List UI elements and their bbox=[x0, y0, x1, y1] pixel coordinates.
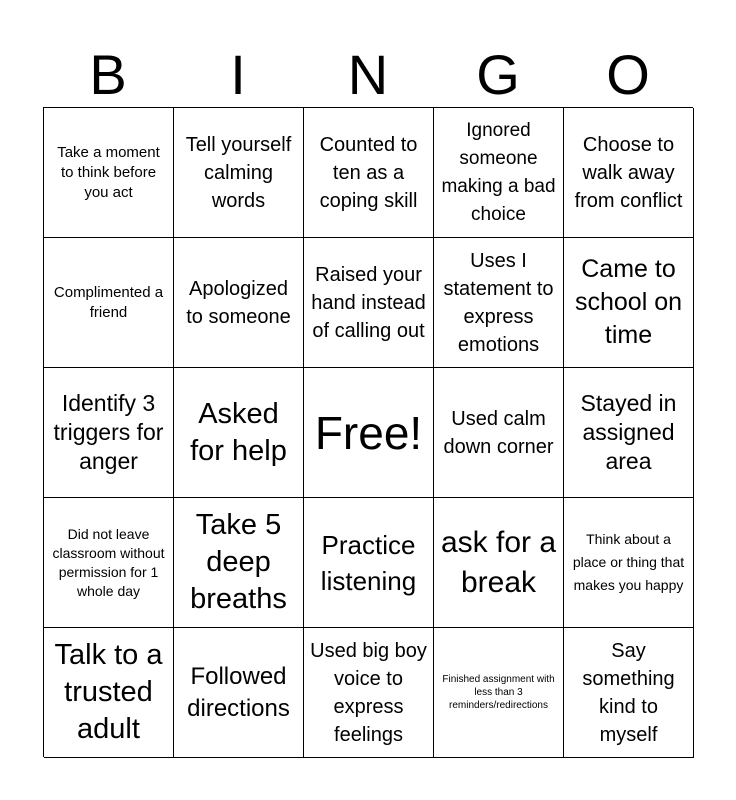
cell-text: Talk to a trusted adult bbox=[54, 639, 163, 745]
bingo-cell[interactable] bbox=[434, 628, 564, 758]
bingo-cell[interactable] bbox=[564, 368, 694, 498]
bingo-cell[interactable] bbox=[304, 498, 434, 628]
bingo-cell[interactable] bbox=[44, 238, 174, 368]
header-letter-g: G bbox=[476, 43, 520, 106]
bingo-cell[interactable] bbox=[564, 628, 694, 758]
free-space-text: Free! bbox=[314, 406, 423, 459]
cell-text: Uses I statement to express emotions bbox=[443, 249, 554, 356]
bingo-cell[interactable] bbox=[44, 108, 174, 238]
cell-text: Choose to walk away from conflict bbox=[574, 133, 683, 212]
cell-text: Used big boy voice to express feelings bbox=[310, 639, 427, 746]
cell-text: Think about a place or thing that makes you happy bbox=[572, 531, 685, 593]
cell-text: Counted to ten as a coping skill bbox=[319, 133, 418, 212]
bingo-cell[interactable] bbox=[564, 108, 694, 238]
cell-text: Take a moment to think before you act bbox=[57, 143, 160, 201]
bingo-cell[interactable] bbox=[434, 368, 564, 498]
header-letter-n: N bbox=[347, 43, 389, 106]
bingo-cell[interactable] bbox=[174, 498, 304, 628]
bingo-cell[interactable] bbox=[174, 238, 304, 368]
bingo-cell[interactable] bbox=[44, 628, 174, 758]
bingo-cell[interactable] bbox=[564, 238, 694, 368]
header-letter-o: O bbox=[606, 43, 650, 106]
bingo-cell[interactable] bbox=[174, 108, 304, 238]
cell-text: Practice listening bbox=[320, 529, 417, 596]
bingo-cell[interactable] bbox=[174, 628, 304, 758]
bingo-cell[interactable] bbox=[434, 498, 564, 628]
bingo-header bbox=[43, 44, 693, 106]
bingo-cell[interactable] bbox=[434, 108, 564, 238]
cell-text: Asked for help bbox=[190, 397, 287, 467]
bingo-cell[interactable] bbox=[304, 108, 434, 238]
bingo-cell[interactable] bbox=[174, 368, 304, 498]
cell-text: Came to school on time bbox=[574, 255, 683, 349]
bingo-cell[interactable] bbox=[564, 498, 694, 628]
cell-text: Finished assignment with less than 3 reminders/redirections bbox=[442, 674, 555, 711]
bingo-cell[interactable] bbox=[304, 238, 434, 368]
cell-text: Did not leave classroom without permission for 1 whole day bbox=[52, 525, 165, 599]
cell-text: Used calm down corner bbox=[443, 407, 554, 458]
cell-text: Say something kind to myself bbox=[582, 639, 675, 746]
cell-text: Complimented a friend bbox=[53, 283, 164, 321]
free-space-cell[interactable] bbox=[304, 368, 434, 498]
cell-text: Tell yourself calming words bbox=[185, 133, 292, 212]
cell-text: Stayed in assigned area bbox=[580, 390, 677, 474]
cell-text: ask for a break bbox=[440, 525, 557, 599]
cell-text: Apologized to someone bbox=[186, 277, 291, 328]
cell-text: Identify 3 triggers for anger bbox=[53, 390, 164, 474]
bingo-cell[interactable] bbox=[434, 238, 564, 368]
bingo-cell[interactable] bbox=[304, 628, 434, 758]
bingo-cell[interactable] bbox=[44, 498, 174, 628]
header-letter-i: I bbox=[230, 43, 246, 106]
bingo-board bbox=[43, 107, 693, 757]
cell-text: Take 5 deep breaths bbox=[190, 509, 287, 615]
cell-text: Ignored someone making a bad choice bbox=[441, 119, 556, 225]
cell-text: Raised your hand instead of calling out bbox=[311, 263, 426, 342]
bingo-cell[interactable] bbox=[44, 368, 174, 498]
header-letter-b: B bbox=[89, 43, 127, 106]
cell-text: Followed directions bbox=[187, 662, 290, 722]
